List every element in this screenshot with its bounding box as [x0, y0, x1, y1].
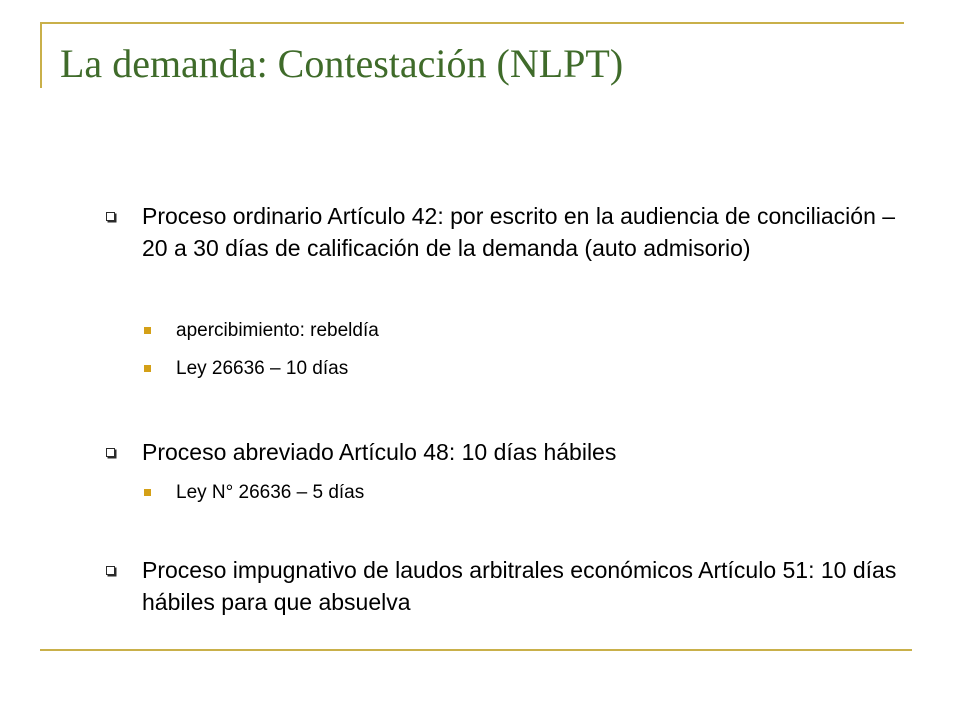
- bottom-divider: [40, 649, 912, 651]
- square-bullet-icon: [106, 448, 115, 457]
- subbullet-ley-n-26636: [176, 480, 876, 506]
- subbullet-apercibimiento: [176, 318, 876, 344]
- square-bullet-icon: [106, 566, 115, 575]
- filled-square-bullet-icon: [144, 327, 151, 334]
- slide-title: La demanda: Contestación (NLPT): [60, 41, 624, 86]
- bullet-proceso-impugnativo: [142, 554, 902, 618]
- bullet-proceso-abreviado: [142, 436, 902, 468]
- bullet-proceso-ordinario: [142, 200, 902, 264]
- square-bullet-icon: [106, 212, 115, 221]
- filled-square-bullet-icon: [144, 365, 151, 372]
- bullet-text: Proceso abreviado Artículo 48: 10 días hábiles: [142, 439, 617, 465]
- subbullet-text: apercibimiento: rebeldía: [176, 320, 379, 341]
- bullet-text: Proceso impugnativo de laudos arbitrales económicos Artículo 51: 10 días hábiles para que absuelva: [142, 557, 897, 615]
- bullet-text: Proceso ordinario Artículo 42: por escrito en la audiencia de conciliación – 20 a 30 días de calificación de la demanda (auto admisorio): [142, 203, 896, 261]
- subbullet-text: Ley N° 26636 – 5 días: [176, 482, 365, 503]
- subbullet-text: Ley 26636 – 10 días: [176, 358, 349, 379]
- filled-square-bullet-icon: [144, 489, 151, 496]
- subbullet-ley-26636: [176, 356, 876, 382]
